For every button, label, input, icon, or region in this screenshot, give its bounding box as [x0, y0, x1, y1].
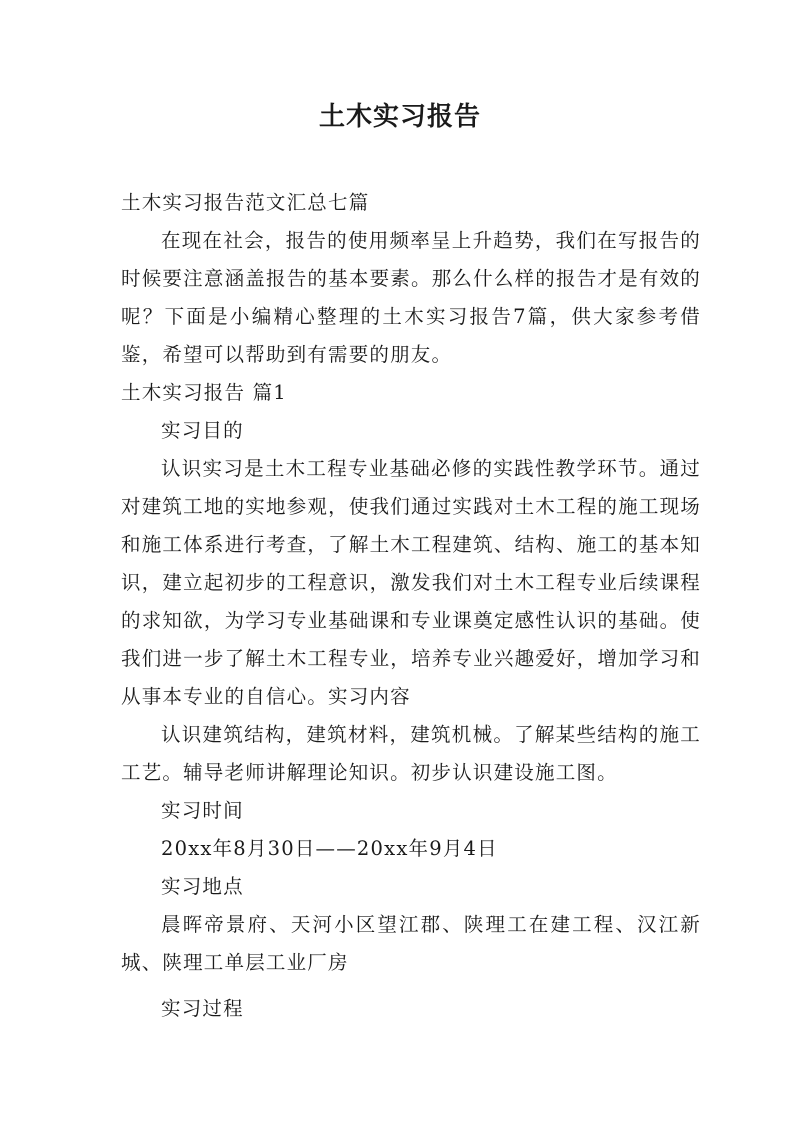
intro-paragraph: 在现在社会，报告的使用频率呈上升趋势，我们在写报告的时候要注意涵盖报告的基本要素。那么什么样的报告才是有效的呢？下面是小编精心整理的土木实习报告7篇，供大家参考借鉴，希望可以帮助到有需要的朋友。	[121, 229, 701, 366]
content-paragraph: 认识建筑结构，建筑材料，建筑机械。了解某些结构的施工工艺。辅导老师讲解理论知识。初步认识建设施工图。	[121, 723, 701, 784]
document-title: 土木实习报告	[318, 102, 481, 132]
place-paragraph: 晨晖帝景府、天河小区望江郡、陕理工在建工程、汉江新城、陕理工单层工业厂房	[121, 913, 701, 974]
section-heading: 土木实习报告 篇1	[121, 381, 287, 404]
time-paragraph: 20xx年8月30日——20xx年9月4日	[161, 837, 498, 860]
subtitle: 土木实习报告范文汇总七篇	[121, 191, 370, 214]
purpose-heading: 实习目的	[161, 419, 244, 442]
purpose-paragraph: 认识实习是土木工程专业基础必修的实践性教学环节。通过对建筑工地的实地参观，使我们通过实践对土木工程的施工现场和施工体系进行考查，了解土木工程建筑、结构、施工的基本知识，建立起初步的工程意识，激发我们对土木工程专业后续课程的求知欲，为学习专业基础课和专业课奠定感性认识的基础。使我们进一步了解土木工程专业，培养专业兴趣爱好，增加学习和从事本专业的自信心。实习内容	[121, 457, 701, 708]
process-heading: 实习过程	[161, 997, 244, 1020]
place-heading: 实习地点	[161, 875, 244, 898]
document-body	[121, 184, 701, 1028]
time-heading: 实习时间	[161, 799, 244, 822]
